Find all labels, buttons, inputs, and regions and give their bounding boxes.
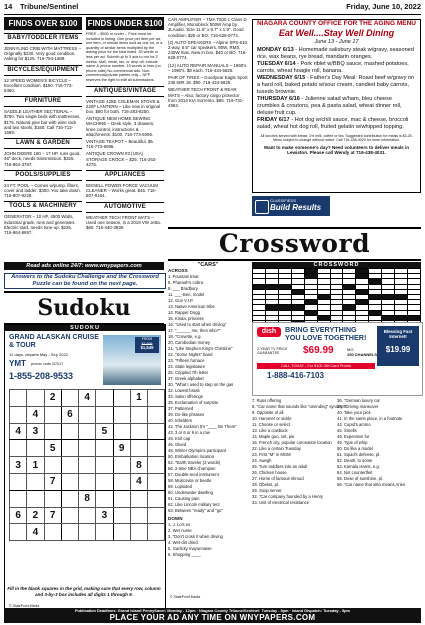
sudoku-box (4, 324, 166, 611)
down-clue: 24. Awegh (252, 458, 272, 463)
across-clue: 14. Rapper Dogg (168, 310, 200, 315)
ad-text: JENNYLIND CRIB WITH MATTRESS – Originally $230. Very good condition. Asking for $125. 716-754-1688. (4, 46, 82, 62)
sudoku-cell[interactable] (44, 423, 61, 440)
sudoku-row (10, 390, 165, 407)
sudoku-cell[interactable] (148, 507, 165, 524)
across-clue: 12. Gun V.I.P. (168, 298, 194, 303)
sudoku-cell[interactable] (61, 507, 78, 524)
sudoku-cell[interactable] (96, 473, 113, 490)
sudoku-cell: 5 (44, 440, 61, 457)
sudoku-cell[interactable] (10, 490, 27, 507)
down-clue: 40. Take your pick (337, 410, 371, 415)
sudoku-cell[interactable] (79, 423, 96, 440)
sudoku-cell: 2 (44, 390, 61, 407)
across-clue: 60. Underwater dwelling (168, 490, 213, 495)
down-clue: 36. "German luxury car (337, 398, 380, 403)
sudoku-cell[interactable] (27, 390, 44, 407)
down-clue: 38. "Driving maneuver (337, 404, 379, 409)
across-clue: 15. Kinda, princess (168, 316, 204, 321)
menu-day (257, 47, 416, 61)
down-clue: 4. Wet-dirt dried (168, 540, 198, 545)
across-clue: 32. Lowest brass (168, 388, 200, 393)
menu-volunteer: Want to make someone's day? Need volunteers to deliver meals in Lewiston. Please call Wendy at 716-438-4031. (263, 144, 410, 156)
cruise-brand: YMT (9, 359, 26, 368)
sudoku-cell[interactable] (61, 440, 78, 457)
across-clue: 23. "Fifteen furnace (168, 358, 205, 363)
dish-price: $69.99 (303, 345, 334, 356)
down-clue: 56. "Car name that also means Aries (337, 482, 406, 487)
sudoku-cell: 8 (130, 457, 147, 474)
ad-text: VINTAGE TEAPOT – Beautiful. $5. 716-773-6096. (86, 138, 155, 150)
sudoku-cell[interactable] (113, 406, 130, 423)
sudoku-row (10, 473, 165, 490)
down-clue: 29. Soup server (252, 488, 282, 493)
menu-day (257, 96, 416, 117)
menu-note: All lunches served with bread, 1% milk, coffee or tea. Suggested contribution for meals is $3.25. Menu subject to change without notice. Call 716-438-4020 for more information. (260, 134, 413, 143)
sudoku-cell: 6 (10, 507, 27, 524)
day-menu: - Julienne salad w/ham, bleu cheese crumbles & croutons, pea & pasta salad, wheat dinner roll, deluxe fruit cup. (257, 96, 402, 116)
dish-internet-box (377, 326, 419, 366)
down-clue: 7. Russ offering (252, 398, 282, 403)
across-list (168, 274, 248, 514)
down-clue: 51. Squid's defense, pl. (337, 452, 381, 457)
sudoku-cell[interactable] (148, 473, 165, 490)
sudoku-cell[interactable] (130, 406, 147, 423)
newspaper-icon (255, 200, 269, 214)
finds-under-banner: FINDS UNDER $100 (87, 19, 163, 28)
across-clues (168, 262, 248, 558)
section-head: BICYCLES/EQUIPMENT (4, 65, 82, 76)
sudoku-cell[interactable] (130, 423, 147, 440)
down-clue: 11. Choose or select (252, 422, 291, 427)
down-list-3 (337, 398, 421, 488)
sudoku-cell: 3 (96, 507, 113, 524)
ad-text: WEATHER TECH FRONT & REAR MATS – Also, factory cargo protector from 2014 KIA Sorrento. $85. 716-731-4953. (168, 87, 244, 109)
sudoku-cell[interactable] (113, 473, 130, 490)
down-clue: 52. Death, to some (337, 458, 373, 463)
sudoku-row (10, 507, 165, 524)
dish-guarantee: 2-YEAR TV PRICE GUARANTEE (257, 347, 288, 356)
down-clue: 44. Cupid's ammo (337, 422, 371, 427)
sudoku-cell: 3 (27, 423, 44, 440)
day-menu: - Father's Day Meal: Roast beef w/gravy on a hard roll, baked potato w/sour cream, candied baby carrots, tuxedo brownie. (257, 75, 415, 95)
section-head: FURNITURE (4, 96, 82, 107)
sudoku-cell[interactable] (148, 457, 165, 474)
down-clue: 45. Smells (337, 428, 357, 433)
sudoku-cell[interactable] (44, 406, 61, 423)
down-clue: 5. Garlicky mayonnaise (168, 546, 212, 551)
down-clue: 1. J. Lo's ex (168, 522, 191, 527)
sudoku-cell: 4 (27, 406, 44, 423)
col-automotive (168, 17, 248, 110)
ad-text: BISSELL POWER FORCE VACUUM CLEANER – Works great. $45. 716-807-9164. (86, 182, 158, 199)
across-clue: 20. Cambodian money (168, 340, 211, 345)
day-name: TUESDAY 6/14 (257, 61, 296, 67)
down-clue: 33. Unit of electrical resistance (252, 500, 310, 505)
sudoku-cell[interactable] (10, 390, 27, 407)
sudoku-cell: 6 (61, 406, 78, 423)
sudoku-credit: © StatePoint Media (9, 604, 40, 608)
sudoku-cell: 4 (27, 524, 44, 541)
across-clue: 39. Do-like phrases (168, 412, 205, 417)
page-header (4, 2, 421, 15)
section-head: LAWN & GARDEN (4, 138, 82, 149)
across-clue: 35. Exclamation of surprise (168, 400, 219, 405)
across-clue: 22. "Some Nights" band (168, 352, 213, 357)
sudoku-cell[interactable] (130, 440, 147, 457)
down-clue: 27. Home of famous shroud (252, 476, 304, 481)
cruise-price-tag (135, 337, 159, 353)
sudoku-cell[interactable] (130, 507, 147, 524)
down-clue: 14. Maple goo, sirt, pie (252, 434, 295, 439)
build-brand: Build Results (270, 203, 322, 212)
down-clue: 9. Opposite of all (252, 410, 284, 415)
crossword-title: Crossword (168, 227, 421, 261)
across-clue: 24. State legislature (168, 364, 206, 369)
menu-day (257, 61, 416, 75)
across-clue: 8. ___ Bradbury (168, 286, 198, 291)
menu-day (257, 75, 416, 96)
ad-text: CAR AMPLIFIER – TMA T500.1 Class D Amplifier, Monoblock 500W Amp by JLAudio. Size 11.6" x 9.7" x 1.9". Good condition. $25 or BO. 716-628-0774. (168, 17, 247, 38)
sudoku-cell: 1 (130, 390, 147, 407)
sudoku-cell[interactable] (148, 524, 165, 541)
across-clue: 61. Causing pain (168, 496, 200, 501)
across-clue: 1. Fountain treat (168, 274, 199, 279)
sudoku-row (10, 423, 165, 440)
dish-tech: Blessing Fast Internet! (383, 329, 413, 339)
sudoku-cell: 4 (79, 390, 96, 407)
across-clue: 56. 2-time NBA champion (168, 466, 216, 471)
down-clue: 41. In the same place, in a footnote (337, 416, 403, 421)
sudoku-cell[interactable] (79, 524, 96, 541)
sudoku-cell[interactable] (61, 423, 78, 440)
sudoku-cell[interactable] (79, 473, 96, 490)
down-clue: 49. Expensive fur (337, 434, 370, 439)
across-clue: 52. "Earth traveler (2 words) (168, 460, 221, 465)
sudoku-cell: 5 (96, 423, 113, 440)
sudoku-cell: 7 (44, 507, 61, 524)
theme-title: "CARS" (197, 262, 219, 268)
sudoku-cell[interactable] (113, 490, 130, 507)
down-clue: 28. Obelus, pl. (252, 482, 280, 487)
ad-text: (12) AUTO REPAIR MANUALS – 1960's – 1990's. $8 each. 716-434-5825. (168, 62, 247, 73)
ad-text: VINTAGE 425E COLEMAN STOVE & 220F LANTERN – Like new in original box. $80 for both. 716-283-8250. (86, 98, 160, 114)
sudoku-cell[interactable] (96, 390, 113, 407)
ad-text: GENERATOR – 10 HP, 4500 Watts, industrial grade, runs and generates. Electric start, needs tune-up. $225. 716-864-8697. (4, 214, 76, 236)
sudoku-cell[interactable] (61, 473, 78, 490)
across-clue: 18. "Corvette, e.g. (168, 334, 202, 339)
across-clue: 30. "What I used to step on the gas (168, 382, 234, 387)
sudoku-cell: 4 (130, 473, 147, 490)
ad-text: ANTIQUE NEW HOME SEWING MACHINE – Desk style, 3 drawers, knee control, instructions & attachments. $100. 716-773-6096. (86, 116, 155, 137)
down-clue: 32. "Car company founded by a Henry (252, 494, 324, 499)
sudoku-cell[interactable] (113, 524, 130, 541)
read-online-bar[interactable]: Read ads online 24/7: www.wnypapers.com (4, 262, 164, 270)
sudoku-cell: 8 (79, 490, 96, 507)
across-clue: 21. "Like Stephen King's Christine" (168, 346, 233, 351)
across-clue: 58. Muscovite or beetle (168, 478, 212, 483)
menu-day (257, 117, 416, 131)
publication-name: Tribune/Sentinel (20, 2, 79, 11)
down-clue: 22. Like a certain Tuesday (252, 446, 301, 451)
cruise-price-old: $1,699 (141, 341, 153, 346)
sudoku-cell[interactable] (61, 524, 78, 541)
day-menu: - Hot dog w/chili sauce, mac & cheese, broccoli salad, wheat hot dog roll, fruited gelatin w/whipped topping. (257, 117, 409, 130)
sudoku-cell[interactable] (130, 524, 147, 541)
sudoku-row (10, 406, 165, 423)
down-clues-3 (337, 398, 421, 488)
ad-text: 12 SPEED WOMEN'S BICYCLE – Excellent condition. $150. 716-773-5450. (4, 77, 73, 94)
build-line: CLASSIFIEDS (270, 198, 297, 203)
sudoku-cell: 3 (10, 457, 27, 474)
finds-under-intro: FREE – $500 or under – Price must be included in listing. One price per item per ad, one item, or similar items sold as one lot, or a quantity of similar items multiplied by the asking price for the total listed. 35 words or less per ad. Submit up to 3 ads to run for 2 weeks. Mail, email, fax, or drop off; include name & phone number. 15 words or less (no phone calls) No commercial ads. Non-commercial/private parties only – NFP reserves the right to edit all submissions. (86, 32, 163, 82)
sudoku-cell[interactable] (148, 440, 165, 457)
cruise-sub: 12 days, departs May - Sep 2022 (9, 352, 68, 357)
across-clue: 5. Pharaoh's cobra (168, 280, 204, 285)
sudoku-cell[interactable] (10, 406, 27, 423)
cruise-ad (5, 331, 165, 389)
crossword-grid-label: CROSSWORD (252, 262, 421, 268)
sudoku-cell[interactable] (79, 406, 96, 423)
down-clue: 6. Shopping ____ (168, 552, 201, 557)
sudoku-cell[interactable] (148, 490, 165, 507)
sudoku-instructions: Fill in the blank squares in the grid, making sure that every row, column and 3-by-3 box includes all digits 1 through 9. (7, 586, 161, 597)
down-clue: 3. "Don't cross it when driving (168, 534, 223, 539)
sudoku-cell[interactable] (96, 440, 113, 457)
section-head: BABY/TODDLER ITEMS (4, 33, 82, 44)
section-head: POOLS/SUPPLIES (4, 170, 82, 181)
sudoku-cell[interactable] (96, 524, 113, 541)
sudoku-cell[interactable] (27, 440, 44, 457)
sudoku-cell[interactable] (130, 490, 147, 507)
sudoku-cell[interactable] (79, 457, 96, 474)
dish-channels: 190 CHANNELS (347, 352, 378, 357)
across-clue: 40. Infielders (168, 418, 192, 423)
ad-text: ANTIQUE CROWN #3 (USA) STORAGE CROCK – $25. 716-262-4276. (86, 151, 157, 167)
sudoku-cell[interactable] (148, 406, 165, 423)
ad-text: SADDLE LEATHER SECTIONAL – $750. Two single beds with mattresses, $175. Natural pine bar with wine rack and two stools, $150. Call 716-713-1689. (4, 109, 81, 136)
sudoku-cell[interactable] (96, 406, 113, 423)
sudoku-cell[interactable] (61, 390, 78, 407)
issue-date: Friday, June 10, 2022 (346, 2, 421, 11)
sudoku-cell[interactable] (79, 440, 96, 457)
across-clue: 16. "Used to start when driving" (168, 322, 227, 327)
across-clue: 46. Glued (168, 442, 187, 447)
sudoku-cell[interactable] (148, 423, 165, 440)
cruise-title: GRAND ALASKAN CRUISE & TOUR (9, 334, 99, 349)
sudoku-cell[interactable] (113, 457, 130, 474)
page-number: 14 (4, 2, 13, 11)
footer-place[interactable]: PLACE YOUR AD ANY TIME ON WNYPAPERS.COM (109, 613, 316, 622)
ad-text: PAIR OF TIRES – Goodyear Eagle Sport 235 50R 18. $90. 716-434-5825. (168, 75, 248, 86)
down-clue: 55. Dose of sunshine, pl. (337, 476, 384, 481)
across-clue: 26. Crippled 7th letter (168, 370, 209, 375)
sudoku-cell[interactable] (61, 457, 78, 474)
cruise-phone[interactable]: 1-855-208-9533 (9, 371, 74, 381)
sudoku-cell[interactable] (96, 457, 113, 474)
sudoku-title: Sudoku (4, 291, 164, 325)
across-clue: 48. Winter Olympics participant (168, 448, 226, 453)
cruise-photo (103, 335, 161, 385)
col-finds-under (86, 17, 164, 232)
menu-title: NIAGARA COUNTY OFFICE FOR THE AGING MENU (256, 20, 416, 27)
col-finds-over (4, 17, 82, 237)
sudoku-row (10, 440, 165, 457)
down-clue: 25. Turn toddlers into an adult (252, 464, 308, 469)
section-head: TOOLS & MACHINERY (4, 201, 82, 212)
across-clue: 33. Salon offerings (168, 394, 203, 399)
across-clue: 45. Knit cap (168, 436, 191, 441)
section-head: AUTOMOTIVE (86, 202, 164, 213)
day-name: MONDAY 6/13 (257, 47, 294, 53)
sudoku-cell[interactable] (113, 507, 130, 524)
down-clue: 10. Hammer or sickle (252, 416, 292, 421)
sudoku-cell: 2 (27, 507, 44, 524)
dish-headline: BRING EVERYTHING YOU LOVE TOGETHER! (285, 325, 367, 342)
dish-ad (252, 322, 423, 396)
across-clue: 13. Native American tribe (168, 304, 215, 309)
down-clue: 49. Type of whip (337, 440, 368, 445)
sudoku-cell: 9 (113, 440, 130, 457)
menu-dates: June 13 - June 17 (314, 39, 359, 45)
sudoku-row (10, 524, 165, 541)
cruise-from: FROM (141, 337, 153, 341)
sudoku-cell[interactable] (27, 473, 44, 490)
ad-text: 24 FT. POOL – Comes w/pump, filters, cover and ladder. $300. You take down. 716-807-9228. (4, 182, 81, 199)
ad-text: WEATHER TECH FRONT MATS – Used one season, in a 2019 VW Jetta. $60. 716-440-3939. (86, 214, 161, 230)
cruise-price: $1,649 (140, 345, 154, 350)
down-clue: 2. Wet nurse (168, 528, 192, 533)
across-clue: 62. Like Lincoln military tent (168, 502, 220, 507)
footer-bar (4, 608, 421, 623)
down-clue: 13. Like a cowbuck (252, 428, 288, 433)
sudoku-cell[interactable] (44, 490, 61, 507)
sudoku-cell[interactable] (44, 457, 61, 474)
sudoku-cell: 1 (27, 457, 44, 474)
cruise-promo: promo code N7017 (31, 362, 64, 366)
down-clue: 16. French city, popular coronation location (252, 440, 332, 445)
across-clue: 63. Between "ready" and "go" (168, 508, 223, 513)
day-name: FRIDAY 6/17 (257, 117, 290, 123)
sudoku-cell: 7 (44, 473, 61, 490)
sudoku-row (10, 457, 165, 474)
across-clue: 43. 3 or 6 or 9 in a row (168, 430, 210, 435)
sudoku-cell[interactable] (148, 390, 165, 407)
down-clue: 26. Chicken house (252, 470, 287, 475)
answers-note: Answers to the Sudoku Challenge and the Crossword Puzzle can be found on the next page. (4, 273, 166, 289)
section-head: APPLIANCES (86, 170, 164, 181)
day-menu: - Pork riblet w/BBQ sauce, mashed potatoes, carrots, wheat hoagie roll, banana. (257, 61, 409, 74)
down-clue: 50. Do like a model (337, 446, 373, 451)
ad-text: (2) AUTO SPEAKERS – Alpine SPS-610 2-way, 6.5" car speakers, 80W, RMS, 240W max. New in box. $40 or BO. 716-628-0774. (168, 39, 247, 61)
sudoku-cell[interactable] (27, 490, 44, 507)
sudoku-cell[interactable] (96, 490, 113, 507)
sudoku-cell[interactable] (10, 524, 27, 541)
sudoku-cell[interactable] (113, 390, 130, 407)
build-results-ad (252, 196, 330, 216)
menu-subtitle: Eat Well....Stay Well Dining (278, 28, 395, 38)
crossword-credit: © StatePoint Media (170, 595, 201, 599)
sudoku-cell[interactable] (44, 524, 61, 541)
dish-phone[interactable]: 1-888-416-7103 (267, 371, 324, 380)
section-head: ANTIQUES/VINTAGE (86, 86, 164, 97)
dish-tech-price: $19.99 (385, 345, 411, 354)
sudoku-row (10, 490, 165, 507)
day-name: THURSDAY 6/16 (257, 96, 300, 102)
across-clue: 57. Double-reed instrument (168, 472, 219, 477)
day-menu: - Homemade salisbury steak w/gravy, seasoned rice, wax beans, rye bread, mandarin oranges. (257, 47, 414, 60)
aging-menu-box (252, 19, 421, 193)
sudoku-cell[interactable] (79, 507, 96, 524)
across-clue: 17. "______ me, then who?" (168, 328, 221, 333)
across-clue: 27. Greek alphabet (168, 376, 204, 381)
sudoku-cell: 4 (10, 423, 27, 440)
across-clue: 37. Patterned (168, 406, 194, 411)
across-clue: 11. ___-Ben, model (168, 292, 205, 297)
down-clue: 54. Not countertfeit (337, 470, 373, 475)
across-clue: 50. Embarkation location (168, 454, 215, 459)
sudoku-label: SUDOKU (5, 325, 165, 331)
down-clue: 8. "Car name that sounds like "unending" synonym (252, 404, 347, 409)
down-clue: 23. First "M" in MGM (252, 452, 291, 457)
down-list (168, 522, 248, 558)
finds-over-banner: FINDS OVER $100 (4, 17, 82, 30)
sudoku-cell[interactable] (61, 490, 78, 507)
footer-deadlines: Publication Deadlines: Grand Island PennySaver: Monday - 12pm · Niagara County Tribune/Sentinel: Tuesday - 5pm · Island Dispatch: Tuesday - 5pm (74, 608, 351, 613)
dish-call: CALL TODAY - For $100 Gift Card Promo (257, 363, 375, 369)
ad-text: JOHN DEERE 180 – 17 HP, runs good, 46" deck, needs transmission. $325. 716-864-3797. (4, 151, 81, 167)
down-clue: 53. Kamala Harris, e.g. (337, 464, 380, 469)
across-clue: 59. Lopsided (168, 484, 192, 489)
across-label: ACROSS (168, 268, 188, 273)
sudoku-cell[interactable] (10, 440, 27, 457)
dish-price-label: MO. (347, 347, 355, 352)
down-label: DOWN (168, 516, 183, 521)
dish-brand: dish (257, 327, 281, 337)
across-clue: 42. The Jackson 5's "____ Be There" (168, 424, 237, 429)
sudoku-grid[interactable] (9, 389, 165, 541)
sudoku-cell[interactable] (10, 473, 27, 490)
sudoku-cell[interactable] (113, 423, 130, 440)
day-name: WEDNESDAY 6/15 (257, 75, 306, 81)
